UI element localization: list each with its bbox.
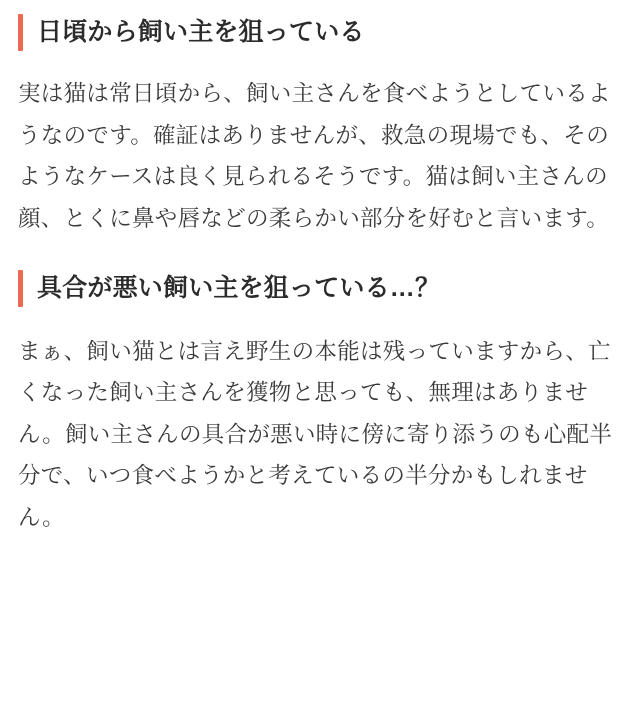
section-heading bbox=[18, 270, 618, 307]
heading-accent-bar bbox=[18, 14, 23, 51]
article-section bbox=[18, 270, 618, 539]
section-paragraph: まぁ、飼い猫とは言え野生の本能は残っていますから、亡くなった飼い主さんを獲物と思っても、無理はありません。飼い主さんの具合が悪い時に傍に寄り添うのも心配半分で、いつ食べようかと考えているの半分かもしれません。 bbox=[18, 338, 613, 530]
section-heading-text: 日頃から飼い主を狙っている bbox=[37, 18, 365, 46]
heading-accent-bar bbox=[18, 270, 23, 307]
section-paragraph: 実は猫は常日頃から、飼い主さんを食べようとしているようなのです。確証はありませんが、救急の現場でも、そのようなケースは良く見られるそうです。猫は飼い主さんの顔、とくに鼻や唇などの柔らかい部分を好むと言います。 bbox=[18, 81, 611, 231]
section-heading bbox=[18, 14, 618, 51]
section-heading-text: 具合が悪い飼い主を狙っている…？ bbox=[37, 273, 441, 302]
article-section bbox=[18, 14, 618, 240]
